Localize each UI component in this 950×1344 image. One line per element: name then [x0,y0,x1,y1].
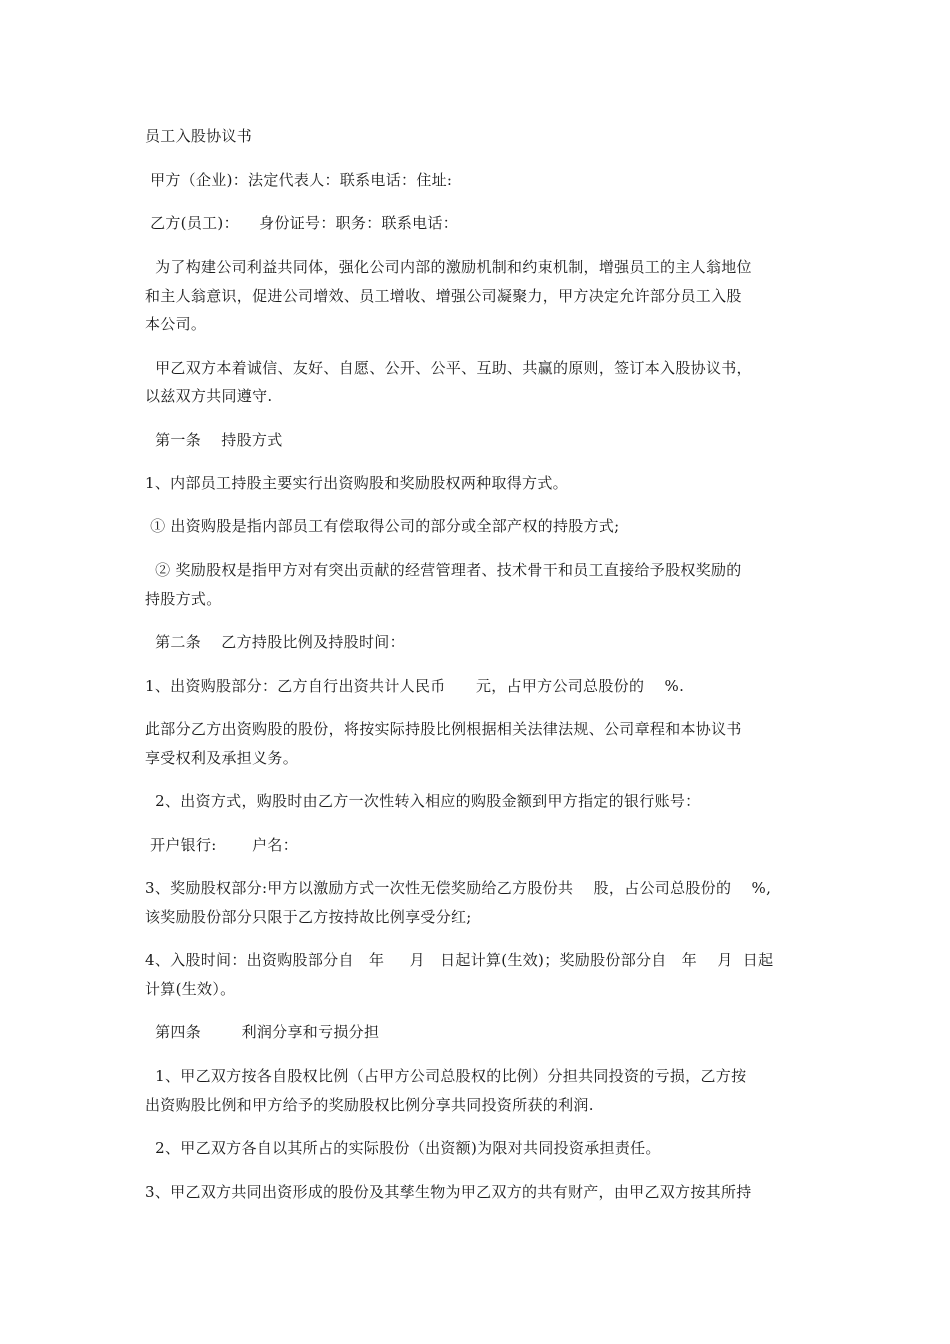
intro-paragraph-line: 和主人翁意识，促进公司增效、员工增收、增强公司凝聚力，甲方决定允许部分员工入股 [145,287,742,305]
article-2-bank-line: 开户银行: 户名： [145,836,298,854]
article-2-item-3-line: 3、奖励股权部分:甲方以激励方式一次性无偿奖励给乙方股份共 股，占公司总股份的 %, [145,879,772,897]
article-2-item-1-note-line: 此部分乙方出资购股的股份，将按实际持股比例根据相关法律法规、公司章程和本协议书 [145,720,742,738]
article-2-item-4-line: 计算(生效）。 [145,980,236,998]
article-1-item-1: 1、内部员工持股主要实行出资购股和奖励股权两种取得方式。 [145,474,568,492]
principle-paragraph-line: 以兹双方共同遵守. [145,387,273,405]
intro-paragraph-line: 本公司。 [145,315,207,333]
article-2-item-1-note-line: 享受权利及承担义务。 [145,749,299,767]
article-4-item-1-line: 出资购股比例和甲方给予的奖励股权比例分享共同投资所获的利润. [145,1096,594,1114]
party-b-line: 乙方(员工)： 身份证号：职务：联系电话： [145,214,459,232]
article-1-item-1b-line: 持股方式。 [145,590,222,608]
article-1-heading: 第一条 持股方式 [145,431,283,449]
article-4-item-3-line: 3、甲乙双方共同出资形成的股份及其孳生物为甲乙双方的共有财产，由甲乙双方按其所持 [145,1183,752,1201]
party-a-line: 甲方（企业)：法定代表人：联系电话：住址: [145,171,453,189]
document-title: 员工入股协议书 [145,127,253,145]
article-4-item-1-line: 1、甲乙双方按各自股权比例（占甲方公司总股权的比例）分担共同投资的亏损，乙方按 [145,1067,747,1085]
article-2-item-4-line: 4、入股时间：出资购股部分自 年 月 日起计算(生效)；奖励股份部分自 年 月 日起 [145,951,774,969]
principle-paragraph-line: 甲乙双方本着诚信、友好、自愿、公开、公平、互助、共赢的原则，签订本入股协议书， [145,359,752,377]
article-4-heading: 第四条 利润分享和亏损分担 [145,1023,380,1041]
article-2-item-1: 1、出资购股部分：乙方自行出资共计人民币 元，占甲方公司总股份的 %. [145,677,685,695]
article-2-item-3-line: 该奖励股份部分只限于乙方按持故比例享受分红; [145,908,472,926]
article-1-item-1b-line: ② 奖励股权是指甲方对有突出贡献的经营管理者、技术骨干和员工直接给予股权奖励的 [145,561,742,579]
article-1-item-1a: ① 出资购股是指内部员工有偿取得公司的部分或全部产权的持股方式; [145,517,620,535]
article-4-item-2: 2、甲乙双方各自以其所占的实际股份（出资额)为限对共同投资承担责任。 [145,1139,661,1157]
article-2-heading: 第二条 乙方持股比例及持股时间： [145,633,405,651]
article-2-item-2: 2、出资方式，购股时由乙方一次性转入相应的购股金额到甲方指定的银行账号： [145,792,701,810]
intro-paragraph-line: 为了构建公司利益共同体，强化公司内部的激励机制和约束机制，增强员工的主人翁地位 [145,258,752,276]
